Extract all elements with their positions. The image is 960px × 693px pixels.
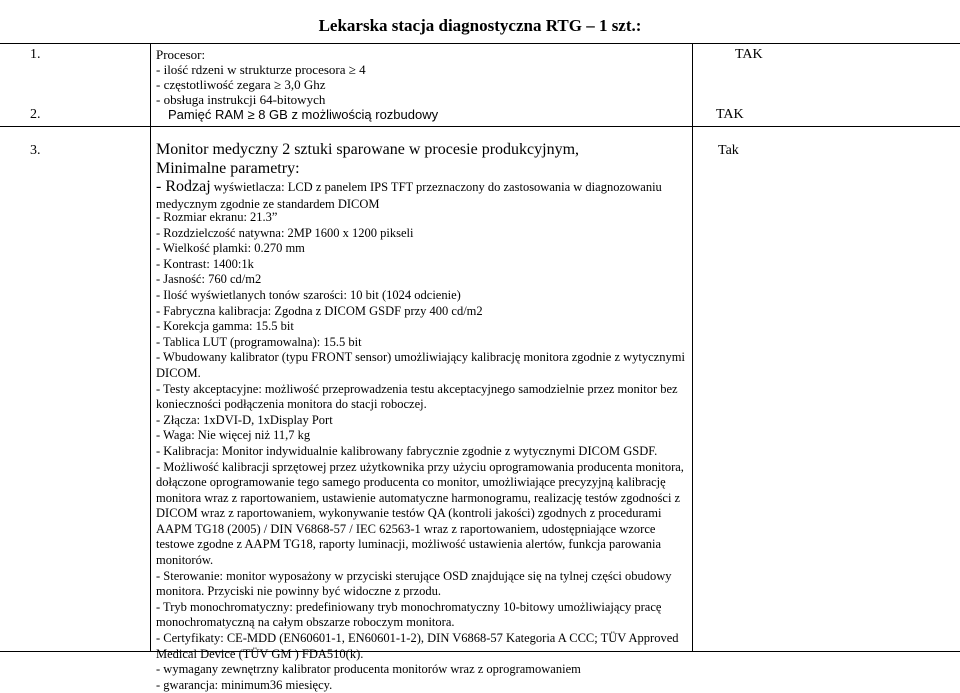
row-subheading: Minimalne parametry: <box>156 160 300 177</box>
spec-first-line <box>156 180 662 194</box>
spec-item: - Kontrast: 1400:1k <box>156 256 254 271</box>
spec-item: - Ilość wyświetlanych tonów szarości: 10 bit (1024 odcienie) <box>156 287 461 302</box>
spec-item: - Wbudowany kalibrator (typu FRONT sensor) umożliwiający kalibrację monitora zgodnie z wytycznymi DICOM. <box>156 350 685 380</box>
row-answer: TAK <box>735 47 763 62</box>
column-divider-1 <box>150 43 151 652</box>
spec-item: - Waga: Nie więcej niż 11,7 kg <box>156 428 311 443</box>
row-answer: TAK <box>716 107 744 122</box>
row-heading: Monitor medyczny 2 sztuki sparowane w procesie produkcyjnym, <box>156 141 580 158</box>
spec-item: - Certyfikaty: CE-MDD (EN60601-1, EN60601-1-2), DIN V6868-57 Kategoria A CCC; TÜV Approved Medical Device (TÜV GM ) FDA510(k). <box>156 631 679 661</box>
row-line: Procesor: <box>156 47 206 62</box>
spec-item: - gwarancja: minimum36 miesięcy. <box>156 677 333 692</box>
row-number: 1. <box>30 47 41 62</box>
spec-item: - Kalibracja: Monitor indywidualnie kalibrowany fabrycznie zgodnie z wytycznymi DICOM GSDF. <box>156 443 658 458</box>
row-line: - częstotliwość zegara ≥ 3,0 Ghz <box>156 77 326 92</box>
spec-first-line-rest: wyświetlacza: LCD z panelem IPS TFT przeznaczony do zastosowania w diagnozowaniu <box>210 180 662 194</box>
spec-first-line-cont: medycznym zgodnie ze standardem DICOM <box>156 197 380 211</box>
document-title: Lekarska stacja diagnostyczna RTG – 1 szt.: <box>318 16 642 35</box>
row-number: 3. <box>30 143 41 158</box>
row-number: 2. <box>30 107 41 122</box>
spec-item: - Jasność: 760 cd/m2 <box>156 272 262 287</box>
spec-item: - Tryb monochromatyczny: predefiniowany tryb monochromatyczny 10-bitowy umożliwiający pracę monochromatyczną na całym obszarze roboczym monitora. <box>156 599 662 630</box>
row-answer: Tak <box>718 143 739 158</box>
spec-item: - Korekcja gamma: 15.5 bit <box>156 319 294 334</box>
spec-item: - Tablica LUT (programowalna): 15.5 bit <box>156 334 362 349</box>
spec-item: - Fabryczna kalibracja: Zgodna z DICOM GSDF przy 400 cd/m2 <box>156 303 483 318</box>
spec-first-line-big: - Rodzaj <box>156 178 211 195</box>
spec-item: - Rozdzielczość natywna: 2MP 1600 x 1200 pikseli <box>156 225 414 240</box>
column-divider-2 <box>692 43 693 652</box>
spec-item: - wymagany zewnętrzny kalibrator producenta monitorów wraz z oprogramowaniem <box>156 662 581 677</box>
spec-item: - Złącza: 1xDVI-D, 1xDisplay Port <box>156 412 333 427</box>
spec-list <box>156 210 691 693</box>
row-line: - ilość rdzeni w strukturze procesora ≥ 4 <box>156 62 366 77</box>
spec-item: - Rozmiar ekranu: 21.3” <box>156 210 278 224</box>
table-top-border <box>0 43 960 44</box>
spec-item: - Wielkość plamki: 0.270 mm <box>156 241 305 256</box>
spec-item: - Możliwość kalibracji sprzętowej przez użytkownika przy użyciu oprogramowania producenta monitora, dołączone oprogramowanie tego samego producenta co monitor, umożliwiające precyzyjną kalibrację monitora wraz z raportowaniem, ustawienie automatyczne harmonogramu, realizację testów zgodności z DICOM wraz z raportowaniem, wykonywanie testów QA (kontroli jakości) zgodnych z procedurami AAPM TG18 (2005) / DIN V6868-57 / IEC 62563-1 wraz z raportowaniem, udostępniające wzorce testowe zgodne z AAPM TG18, raporty luminacji, możliwość ustawienia alertów, funkcja parowania monitorów. <box>156 459 684 568</box>
row-line: Pamięć RAM ≥ 8 GB z możliwością rozbudowy <box>168 107 439 122</box>
spec-item: - Testy akceptacyjne: możliwość przeprowadzenia testu akceptacyjnego samodzielnie przez monitor bez konieczności podłączenia monitora do stacji roboczej. <box>156 381 678 412</box>
row-line: - obsługa instrukcji 64-bitowych <box>156 92 326 107</box>
spec-item: - Sterowanie: monitor wyposażony w przyciski sterujące OSD znajdujące się na tylnej części obudowy monitora. Przyciski nie powinny być widoczne z przodu. <box>156 568 672 599</box>
row-divider-2-3 <box>0 126 960 127</box>
